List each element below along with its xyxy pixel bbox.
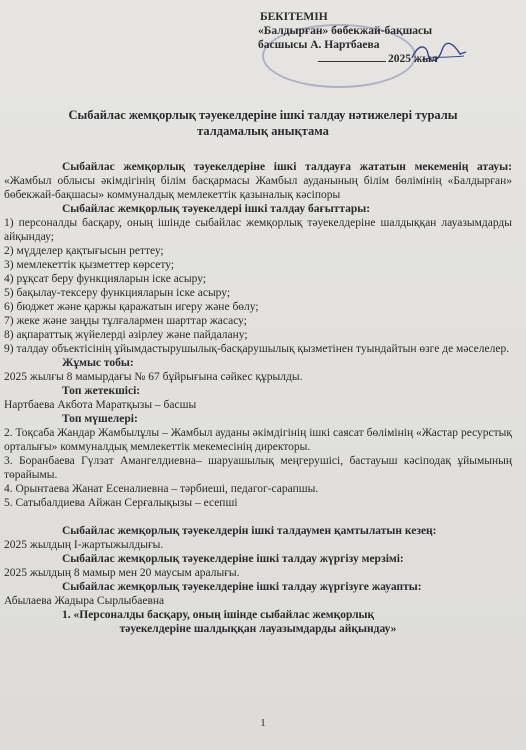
- direction-item: 9) талдау объектісінің ұйымдастырушылық-басқарушылық қызметінен туындайтын өзге де мәселелер.: [4, 343, 510, 355]
- object-label: Сыбайлас жемқорлық тәуекелдеріне ішкі талдауға жататын мекеменің атауы:: [62, 161, 512, 173]
- section-1-heading-line-1: 1. «Персоналды басқару, оның ішінде сыбайлас жемқорлық: [62, 609, 375, 621]
- direction-item: 1) персоналды басқару, оның ішінде сыбайлас жемқорлық тәуекелдеріне шалдыққан лауазымдарды айқындау;: [4, 217, 512, 243]
- members-label: Топ мүшелері:: [62, 413, 138, 425]
- period-label: Сыбайлас жемқорлық тәуекелдерін ішкі талдаумен қамтылатын кезең:: [62, 525, 437, 537]
- member-item: 3. Боранбаева Гүлзат Амангелдиевна– шаруашылық меңгерушісі, бастауыш кәсіподақ ұйымының төрайымы.: [4, 455, 512, 481]
- approval-block: [258, 10, 498, 66]
- direction-item: 5) бақылау-тексеру функцияларын іске асыру;: [4, 287, 231, 299]
- object-text: «Жамбыл облысы әкімдігінің білім басқармасы Жамбыл ауданының білім бөлімінің «Балдырған» бөбекжай-бақшасы» коммуналдық мемлекеттік қазыналық кәсіпоры: [4, 175, 512, 201]
- section-1-heading-line-2: тәуекелдеріне шалдыққан лауазымдарды айқындау»: [119, 623, 397, 635]
- direction-item: 3) мемлекеттік қызметтер көрсету;: [4, 259, 175, 271]
- approval-date-row: [258, 52, 498, 66]
- document-body: [4, 160, 512, 636]
- approval-date: 2025 жыл: [388, 53, 438, 65]
- directions-label: Сыбайлас жемқорлық тәуекелдері ішкі талдау бағыттары:: [62, 203, 371, 215]
- direction-item: 2) мүдделер қақтығысын реттеу;: [4, 245, 164, 257]
- member-item: 5. Сатыбалдиева Айжан Серғалықызы – есепші: [4, 497, 238, 509]
- title-line-1: Сыбайлас жемқорлық тәуекелдеріне ішкі талдау нәтижелері туралы: [68, 108, 458, 122]
- document-title: [30, 107, 496, 139]
- direction-item: 4) рұқсат беру функцияларын іске асыру;: [4, 273, 207, 285]
- period-text: 2025 жылдың І-жартыжылдығы.: [4, 539, 164, 551]
- title-line-2: талдамалық анықтама: [197, 124, 329, 138]
- group-text: 2025 жылғы 8 мамырдағы № 67 бұйрығына сәйкес құрылды.: [4, 371, 303, 383]
- spacer: [4, 510, 512, 524]
- leader-text: Нартбаева Акбота Маратқызы – басшы: [4, 399, 197, 411]
- direction-item: 7) жеке және заңды тұлғалармен шарттар жасасу;: [4, 315, 247, 327]
- member-item: 4. Орынтаева Жанат Есеналиевна – тәрбиеші, педагог-сарапшы.: [4, 483, 319, 495]
- term-label: Сыбайлас жемқорлық тәуекелдеріне ішкі талдау жүргізу мерзімі:: [62, 553, 404, 565]
- responsible-label: Сыбайлас жемқорлық тәуекелдеріне ішкі талдау жүргізуге жауапты:: [62, 581, 422, 593]
- leader-label: Топ жетекшісі:: [62, 385, 141, 397]
- approval-head: басшысы А. Нартбаева: [258, 39, 380, 51]
- object-paragraph: [4, 160, 512, 202]
- approval-org: «Балдырған» бөбекжай-бақшасы: [258, 25, 433, 37]
- approval-heading: БЕКІТЕМІН: [260, 11, 328, 23]
- approval-date-blank: [318, 61, 386, 62]
- direction-item: 8) ақпараттық жүйелерді әзірлеу және пайдалану;: [4, 329, 248, 341]
- term-text: 2025 жылдың 8 мамыр мен 20 маусым аралығы.: [4, 567, 240, 579]
- direction-item: 6) бюджет және қаржы қаражатын игеру және бөлу;: [4, 301, 259, 313]
- member-item: 2. Тоқсаба Жандар Жамбылұлы – Жамбыл ауданы әкімдігінің ішкі саясат бөлімінің «Жастар ресурстық орталығы» коммуналдық мемлекеттік мекемесінің директоры.: [4, 427, 512, 453]
- responsible-text: Абылаева Жадыра Сырлыбаевна: [4, 595, 165, 607]
- group-label: Жұмыс тобы:: [62, 357, 134, 369]
- page-number: 1: [260, 717, 266, 729]
